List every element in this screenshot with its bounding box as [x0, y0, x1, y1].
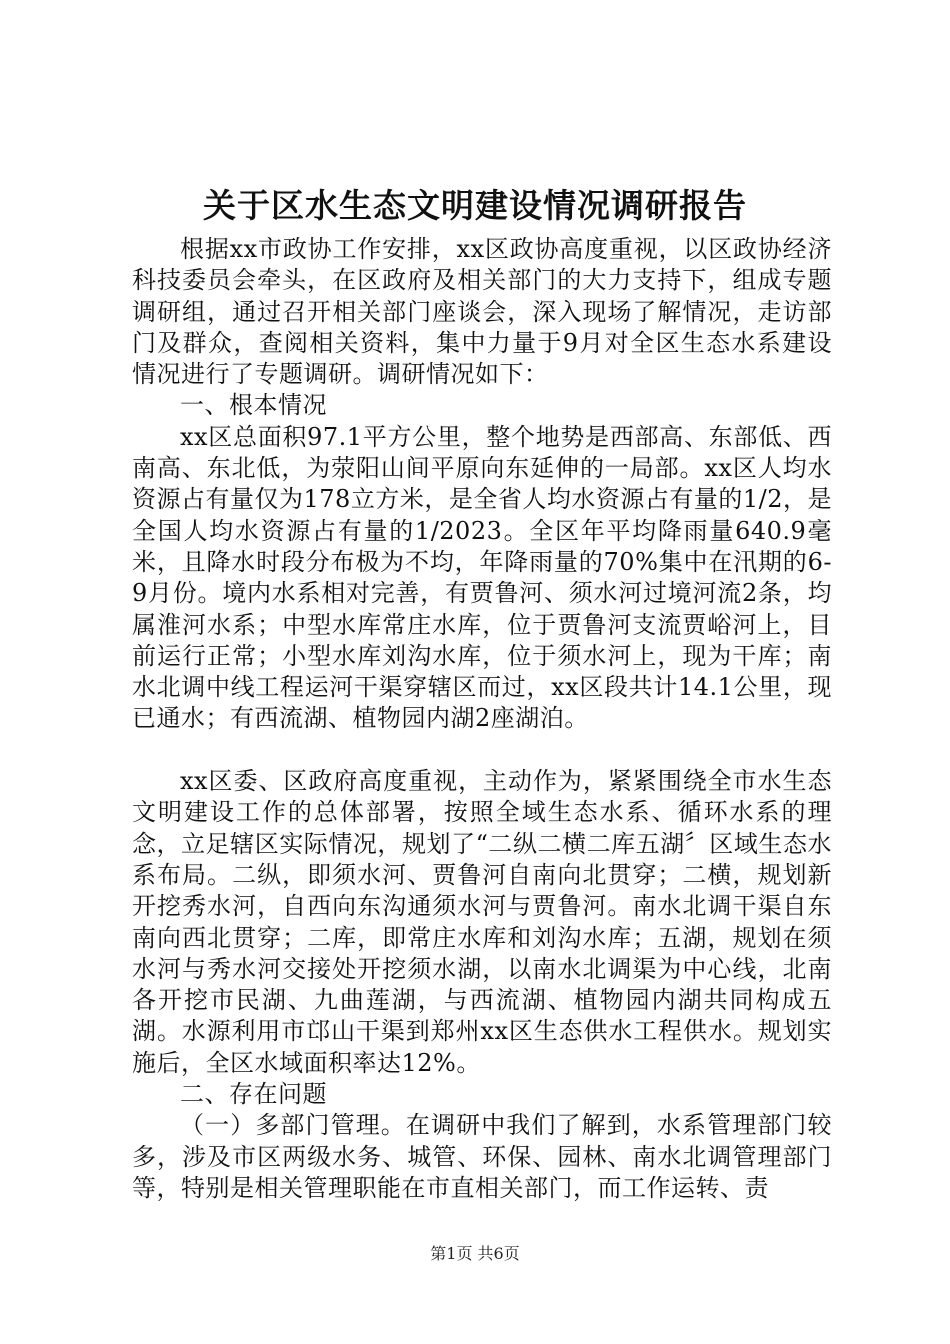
- document-body: [132, 234, 832, 1204]
- section-heading-basic-situation: 一、根本情况: [180, 391, 327, 420]
- paragraph-intro: 根据xx市政协工作安排，xx区政协高度重视，以区政协经济科技委员会牵头，在区政府及相关部门的大力支持下，组成专题调研组，通过召开相关部门座谈会，深入现场了解情况，走访部门及群众，查阅相关资料，集中力量于9月对全区生态水系建设情况进行了专题调研。调研情况如下：: [132, 235, 832, 389]
- page-number-footer: 第1页 共6页: [430, 1244, 520, 1263]
- paragraph-basic-situation: xx区总面积97.1平方公里，整个地势是西部高、东部低、西南高、东北低，为荥阳山间平原向东延伸的一局部。xx区人均水资源占有量仅为178立方米，是全省人均水资源占有量的1/2，是全国人均水资源占有量的1/2023。全区年平均降雨量640.9毫米，且降水时段分布极为不均，年降雨量的70%集中在汛期的6-9月份。境内水系相对完善，有贾鲁河、须水河过境河流2条，均属淮河水系；中型水库常庄水库，位于贾鲁河支流贾峪河上，目前运行正常；小型水库刘沟水库，位于须水河上，现为干库；南水北调中线工程运河干渠穿辖区而过，xx区段共计14.1公里，现已通水；有西流湖、植物园内湖2座湖泊。: [132, 422, 832, 733]
- paragraph-planning: xx区委、区政府高度重视，主动作为，紧紧围绕全市水生态文明建设工作的总体部署，按照全域生态水系、循环水系的理念，立足辖区实际情况，规划了“二纵二横二库五湖〞区域生态水系布局。二纵，即须水河、贾鲁河自南向北贯穿；二横，规划新开挖秀水河，自西向东沟通须水河与贾鲁河。南水北调干渠自东南向西北贯穿；二库，即常庄水库和刘沟水库；五湖，规划在须水河与秀水河交接处开挖须水湖，以南水北调渠为中心线，北南各开挖市民湖、九曲莲湖，与西流湖、植物园内湖共同构成五湖。水源利用市邙山干渠到郑州xx区生态供水工程供水。规划实施后，全区水域面积率达12%。: [132, 767, 832, 1077]
- paragraph-problem-1: （一）多部门管理。在调研中我们了解到，水系管理部门较多，涉及市区两级水务、城管、环保、园林、南水北调管理部门等，特别是相关管理职能在市直相关部门，而工作运转、责: [132, 1111, 832, 1202]
- document-title: 关于区水生态文明建设情况调研报告: [203, 186, 747, 225]
- section-heading-problems: 二、存在问题: [180, 1080, 327, 1109]
